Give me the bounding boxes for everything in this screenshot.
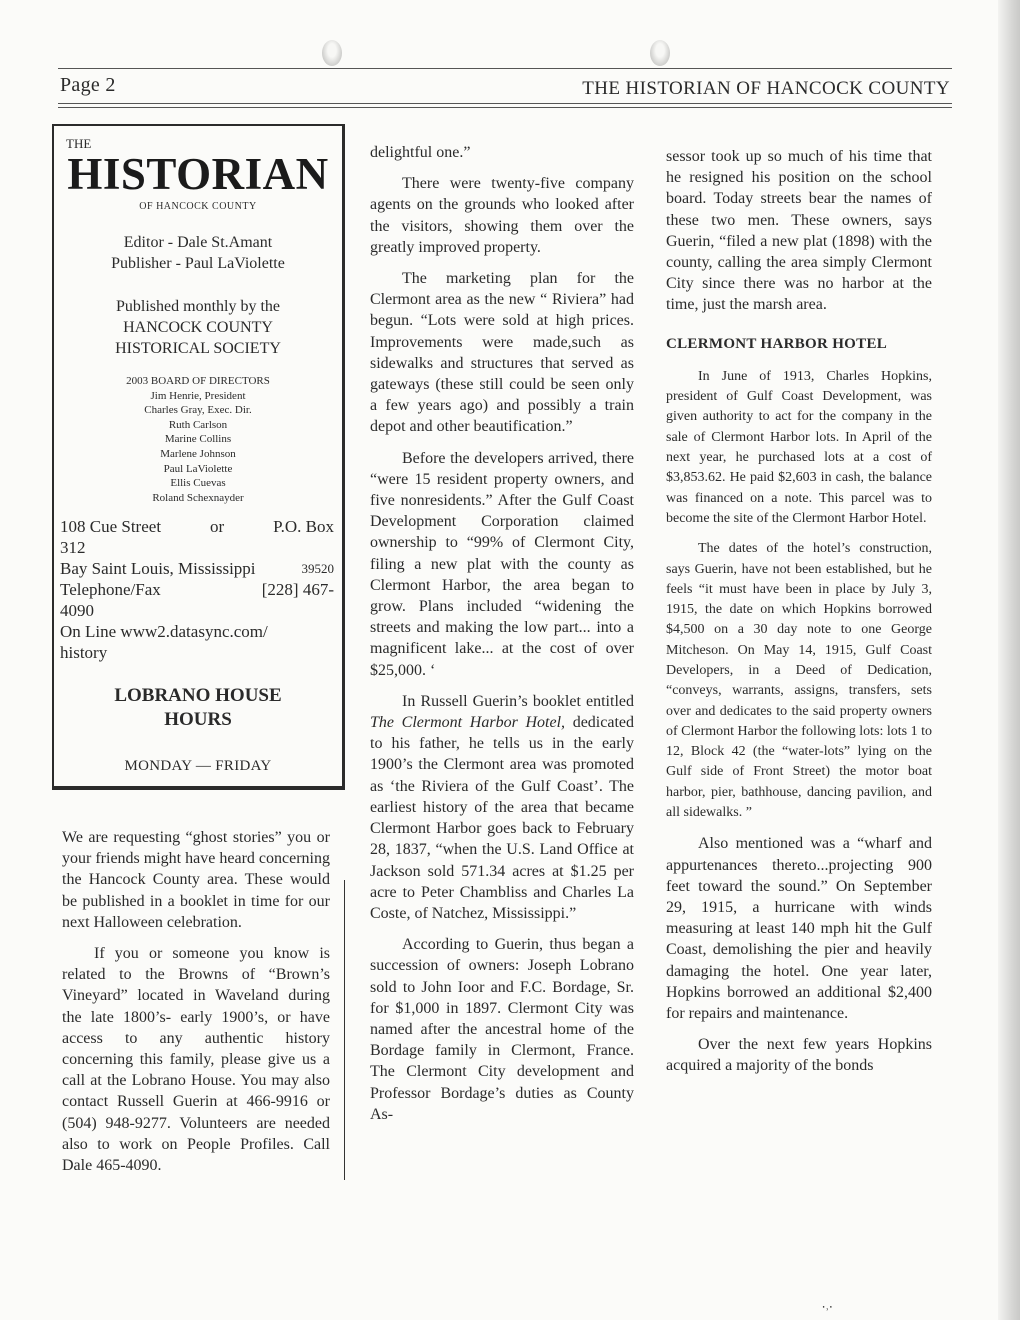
column-1 bbox=[62, 827, 330, 1186]
board-member: Roland Schexnayder bbox=[152, 491, 244, 504]
address-line bbox=[60, 516, 334, 537]
board-member: Paul LaViolette bbox=[163, 462, 233, 475]
zip-code: 39520 bbox=[301, 561, 334, 576]
board-heading: 2003 BOARD OF DIRECTORS bbox=[126, 375, 270, 387]
article-paragraph: According to Guerin, thus began a succession of owners: Joseph Lobrano sold to John Ioor and F.C. Bordage, Sr. for $1,000 in 1897. Clermont City was named after the ancestral home of the Bordage family in Clermont, France. The Clermont City development and Professor Bordage’s duties as County As- bbox=[370, 936, 634, 1123]
column-2 bbox=[370, 142, 634, 1135]
page-number: Page 2 bbox=[60, 74, 116, 96]
address-or: or bbox=[209, 517, 225, 536]
running-title: THE HISTORIAN OF HANCOCK COUNTY bbox=[582, 78, 950, 99]
po-box-label: P.O. Box bbox=[273, 517, 334, 536]
masthead-the: THE bbox=[66, 136, 92, 151]
editor-credit: Editor - Dale St.Amant bbox=[123, 234, 273, 251]
text-run: dedicated to his father, he tells us in the early 1900’s the Clermont area was promoted as ‘the Riviera of the Gulf Coast’. The earliest history of the area that became Clermont Harbor goes back to February 28, 1837, “when the U.S. Land Office at Jackson sold 571.34 acres at $1.25 per acre to Peter Chambliss and Charles La Coste, of Natchez, Mississippi.” bbox=[370, 714, 635, 922]
website-line-cont: history bbox=[60, 643, 108, 662]
booklet-title: The Clermont Harbor Hotel, bbox=[370, 714, 566, 732]
article-paragraph: The dates of the hotel’s construction, says Guerin, have not been established, but he feels “it must have been in place by July 3, 1915, the date on which Hopkins borrowed $4,500 on a 30 day note to one George Mitcheson. On May 14, 1915, Gulf Coast Developers, in a Deed of Dedication, “conveys, warrants, assigns, transfers, sets over and dedicates to the said property owners of Clermont Harbor the following lots: lots 1 to 12, Block 42 (the “water-lots” lying on the Gulf side of Front Street) the motor boat harbor, pier, bathhouse, dancing pavilion, and all sidewalks. ” bbox=[666, 541, 932, 821]
article-paragraph: delightful one.” bbox=[370, 144, 471, 161]
po-box-number: 312 bbox=[60, 538, 86, 557]
article-paragraph: The marketing plan for the Clermont area as the new “ Riviera” had begun. “Lots were sold at high prices. Improvements were made,such as sidewalks and structures that served as gateways (these still could be seen only a few years ago) and possibly a train depot and other beautification.” bbox=[370, 270, 634, 436]
article-paragraph: Also mentioned was a “wharf and appurtenances thereto...projecting 900 feet toward the sound.” On September 29, 1915, a hurricane with winds measuring at least 140 mph hit the Gulf Coast, demolishing the pier and heavily damaging the hotel. One year later, Hopkins borrowed an additional $2,400 for repairs and maintenance. bbox=[666, 835, 932, 1022]
board-member: Jim Henrie, President bbox=[150, 389, 246, 402]
publisher-credit: Publisher - Paul LaViolette bbox=[111, 255, 285, 272]
publisher-info bbox=[54, 296, 342, 359]
board-member: Ellis Cuevas bbox=[170, 477, 226, 490]
header-top-rule bbox=[58, 68, 952, 69]
lobrano-heading-line-1: LOBRANO HOUSE bbox=[114, 685, 282, 706]
binder-hole-right bbox=[650, 40, 670, 66]
board-member: Charles Gray, Exec. Dir. bbox=[144, 404, 252, 417]
city-state: Bay Saint Louis, Mississippi bbox=[60, 559, 256, 578]
article-paragraph bbox=[370, 691, 634, 924]
published-line-3: HISTORICAL SOCIETY bbox=[115, 340, 281, 357]
phone-line bbox=[60, 579, 334, 600]
board-member: Ruth Carlson bbox=[168, 418, 228, 431]
lobrano-heading-line-2: HOURS bbox=[164, 709, 232, 730]
browns-vineyard-paragraph: If you or someone you know is related to the Browns of “Brown’s Vineyard” located in Waveland during the late 1800’s- early 1900’s, or have access to any authentic history concerning this family, please give us a call at the Lobrano House. You may also contact Russell Guerin at 466-9916 or (504) 948-9277. Volunteers are needed also to work on People Profiles. Call Dale 465-4090. bbox=[62, 945, 330, 1175]
masthead-subtitle: OF HANCOCK COUNTY bbox=[139, 201, 257, 212]
text-run: In Russell Guerin’s booklet entitled bbox=[402, 692, 634, 710]
binder-hole-left bbox=[322, 40, 342, 66]
masthead-box bbox=[52, 124, 345, 790]
section-heading: CLERMONT HARBOR HOTEL bbox=[666, 335, 888, 352]
contact-block bbox=[60, 516, 334, 663]
street-address: 108 Cue Street bbox=[60, 517, 162, 536]
article-paragraph: In June of 1913, Charles Hopkins, president of Gulf Coast Development, was given authority to act for the company in the sale of Clermont Harbor lots. In April of the next year, he purchased lots at a cost of $3,853.62. He paid $2,603 in cash, the balance was financed on a note. This parcel was to become the site of the Clermont Harbor Hotel. bbox=[666, 368, 932, 526]
phone-number-cont: 4090 bbox=[60, 601, 94, 620]
board-of-directors bbox=[54, 374, 342, 505]
article-paragraph: Before the developers arrived, there “were 15 resident property owners, and five nonresidents.” After the Gulf Coast Development Corporation claimed ownership to “99% of Clermont City, filing a new plat with the county as Clermont Harbor, the area began to grow. Plans included “widening the streets and making the low part... into a magnificent lake... at the cost of over $25,000. ‘ bbox=[370, 449, 634, 679]
article-paragraph: There were twenty-five company agents on the grounds who looked after the visitors, showing them over the greatly improved property. bbox=[370, 175, 634, 256]
city-line bbox=[60, 558, 334, 579]
staff-credits bbox=[54, 232, 342, 274]
column-divider bbox=[344, 880, 345, 1180]
published-line-2: HANCOCK COUNTY bbox=[123, 319, 273, 336]
board-member: Marine Collins bbox=[164, 433, 232, 446]
article-paragraph: Over the next few years Hopkins acquired a majority of the bonds bbox=[666, 1036, 932, 1075]
published-line-1: Published monthly by the bbox=[116, 298, 280, 315]
scan-mark: ⸱˒⸱ bbox=[822, 1300, 833, 1314]
ghost-stories-paragraph: We are requesting “ghost stories” you or your friends might have heard concerning the Hancock County area. These would be published in a booklet in time for our next Halloween celebration. bbox=[62, 829, 330, 931]
phone-label: Telephone/Fax bbox=[60, 580, 161, 599]
hotel-section bbox=[666, 367, 932, 824]
website-line: On Line www2.datasync.com/ bbox=[60, 622, 268, 641]
lobrano-hours-heading bbox=[54, 684, 342, 732]
phone-number: [228] 467- bbox=[261, 580, 334, 599]
column-3 bbox=[666, 146, 932, 1087]
header-bottom-rule-2 bbox=[58, 107, 952, 108]
masthead-title: HISTORIAN bbox=[67, 149, 329, 199]
board-member: Marlene Johnson bbox=[160, 447, 236, 460]
page-edge-shadow bbox=[998, 0, 1020, 1320]
header-bottom-rule bbox=[58, 103, 952, 104]
hours-days: MONDAY — FRIDAY bbox=[124, 758, 272, 774]
article-paragraph: sessor took up so much of his time that he resigned his position on the school board. Today streets bear the names of these two men. These owners, says Guerin, “filed a new plat (1898) with the county, calling the area simply Clermont City since there was no harbor at the time, just the marsh area. bbox=[666, 148, 932, 314]
